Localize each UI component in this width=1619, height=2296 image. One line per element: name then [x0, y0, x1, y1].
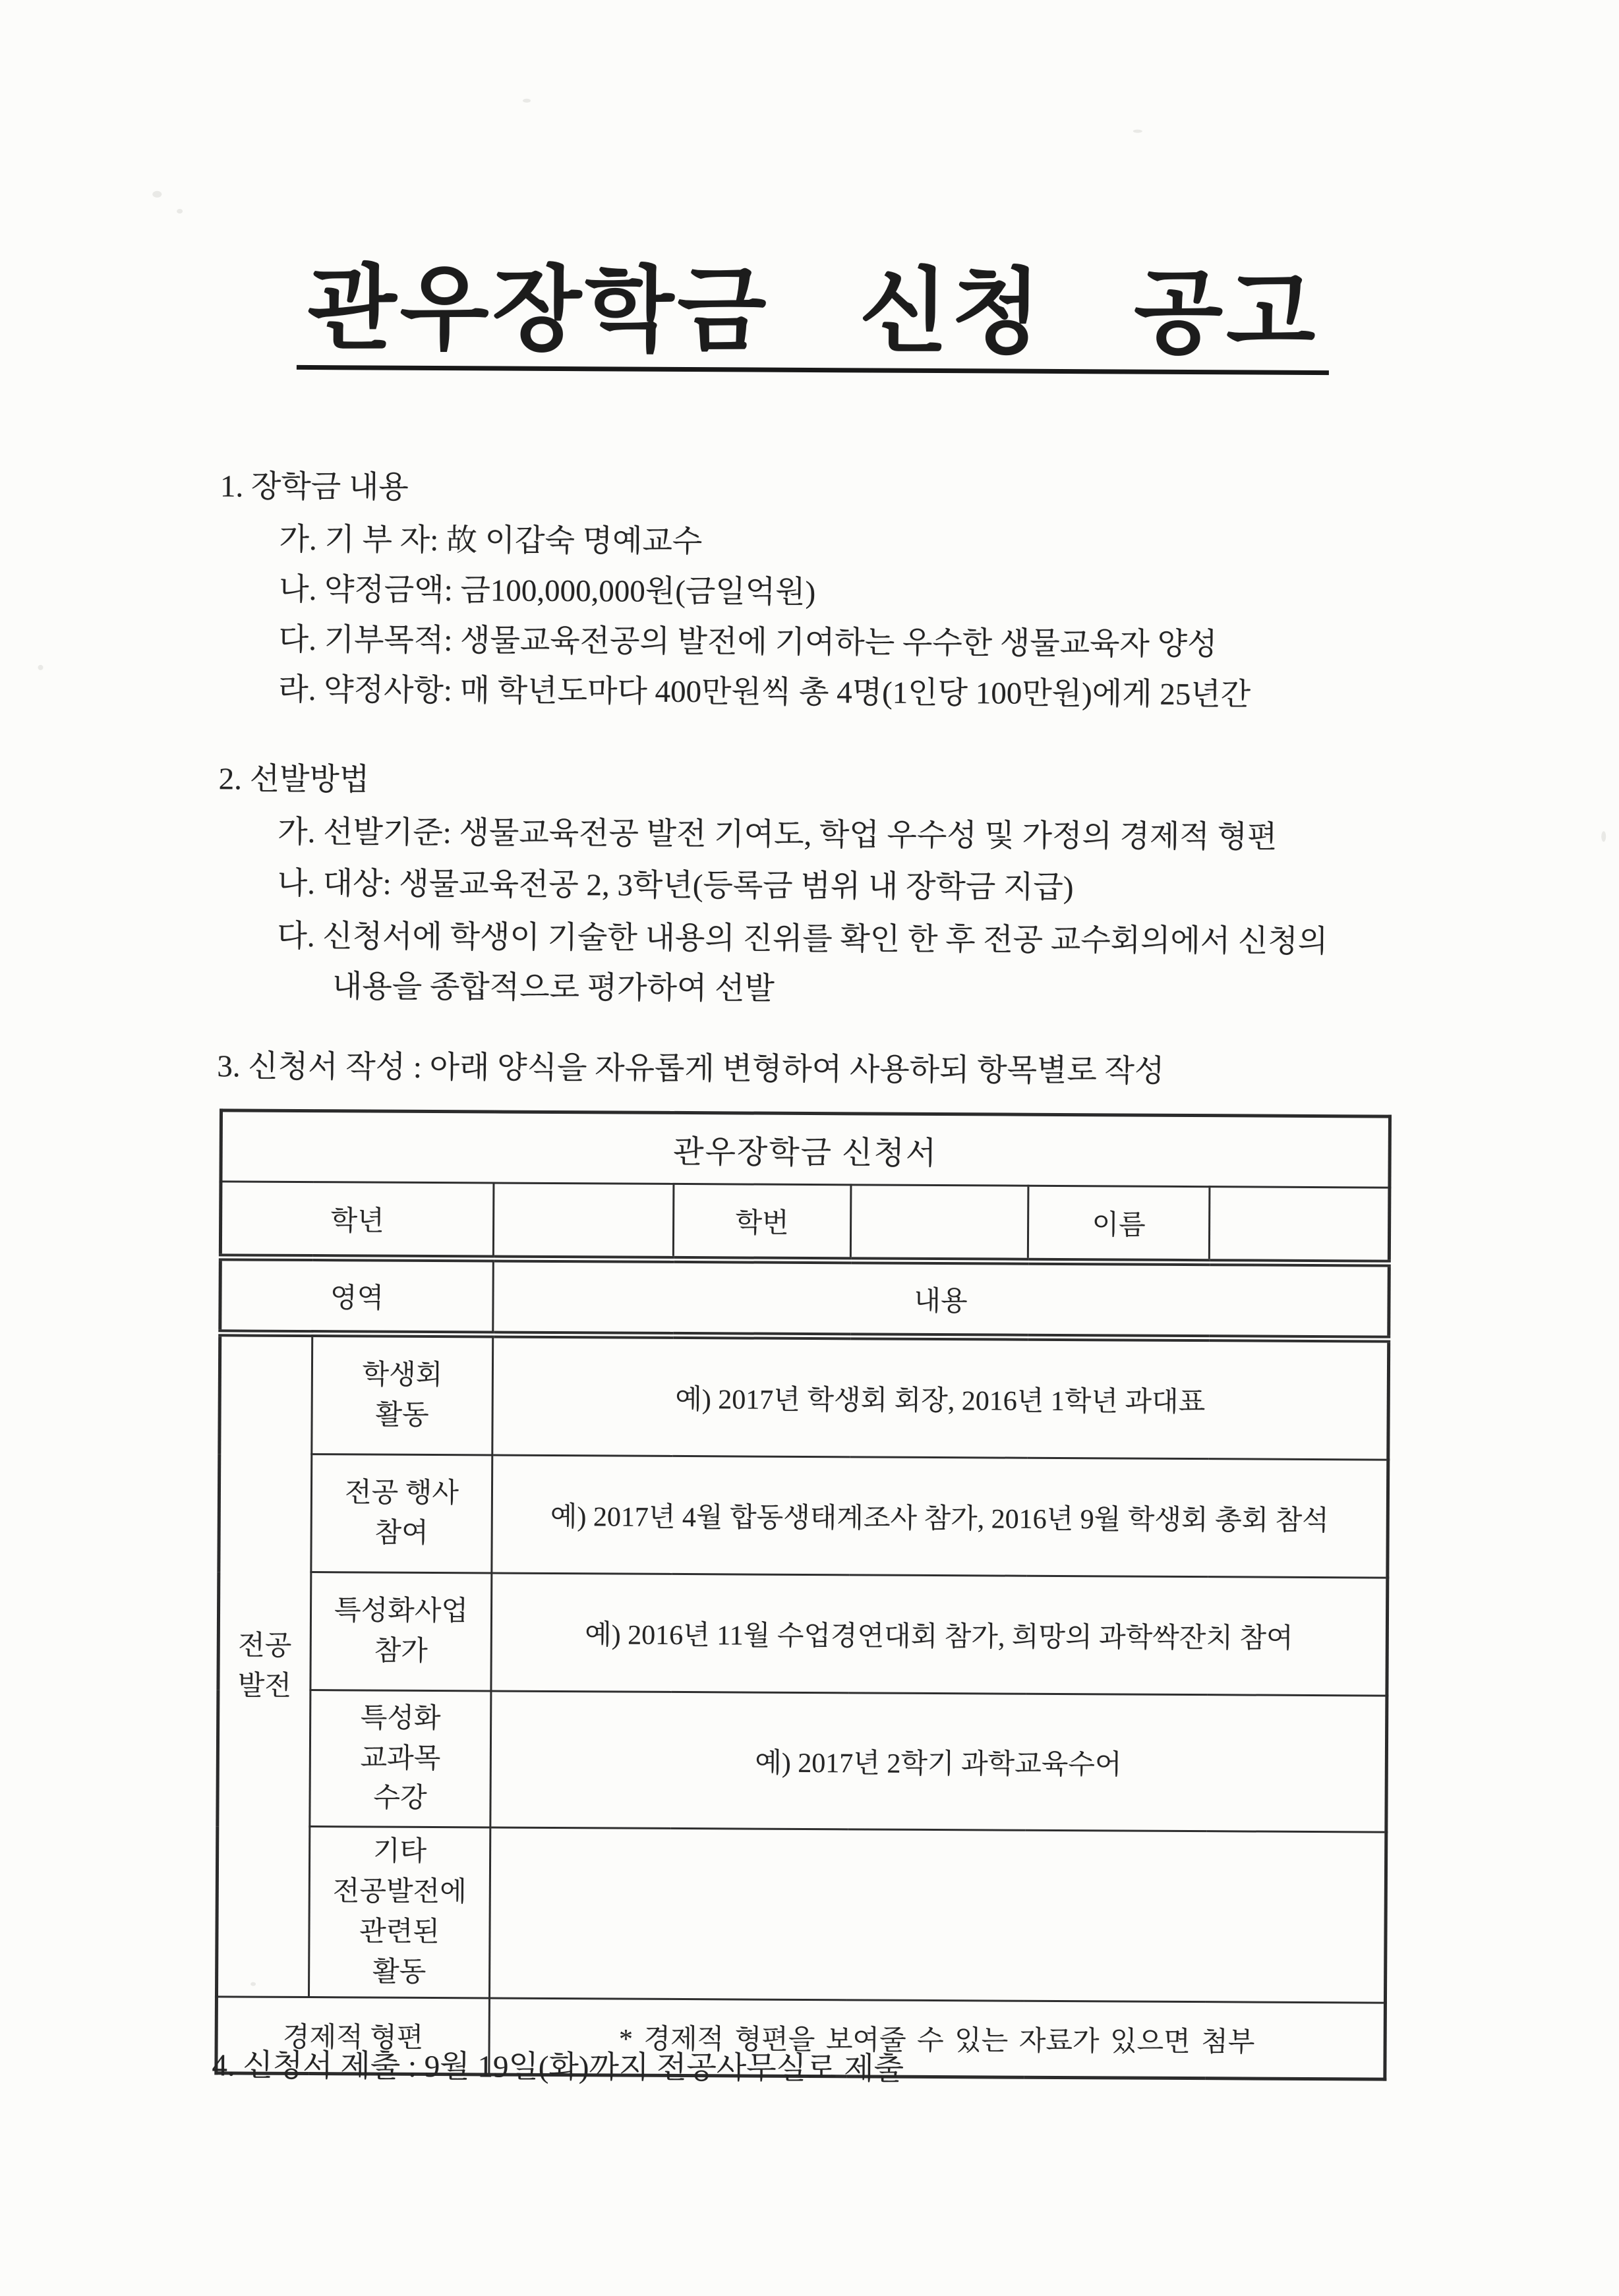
scan-speck	[1601, 831, 1606, 842]
example-cell-specialization-course: 예) 2017년 2학기 과학교육수어	[490, 1691, 1387, 1832]
application-form-table	[214, 1108, 1392, 2081]
section-2-item-review: 다. 신청서에 학생이 기술한 내용의 진위를 확인 한 후 전공 교수회의에서 신청의	[277, 919, 1328, 960]
example-cell-other-activities	[489, 1827, 1386, 2003]
example-cell-student-council: 예) 2017년 학생회 회장, 2016년 1학년 과대표	[492, 1335, 1389, 1460]
category-cell-student-council: 학생회 활동	[312, 1334, 493, 1455]
content-column-header: 내용	[493, 1259, 1390, 1339]
scan-speck	[250, 1982, 256, 1986]
scan-speck	[1133, 130, 1142, 133]
area-column-header: 영역	[220, 1257, 494, 1335]
grade-label-cell: 학년	[220, 1182, 494, 1259]
section-1-item-donor: 가. 기 부 자: 故 이갑숙 명예교수	[279, 522, 703, 560]
section-1-item-terms: 라. 약정사항: 매 학년도마다 400만원씩 총 4명(1인당 100만원)에게 25년간	[278, 672, 1251, 712]
group-label-cell: 전공 발전	[216, 1333, 312, 1997]
example-cell-major-events: 예) 2017년 4월 합동생태계조사 참가, 2016년 9월 학생회 총회 참석	[492, 1455, 1388, 1578]
scan-speck	[152, 191, 162, 198]
section-2-item-criteria: 가. 선발기준: 생물교육전공 발전 기여도, 학업 우수성 및 가정의 경제적 형편	[278, 815, 1278, 855]
section-2-item-review-cont: 내용을 종합적으로 평가하여 선발	[332, 969, 775, 1006]
section-1-heading: 1. 장학금 내용	[220, 469, 409, 505]
section-3-heading: 3. 신청서 작성 : 아래 양식을 자유롭게 변형하여 사용하되 항목별로 작성	[217, 1049, 1165, 1089]
section-2-heading: 2. 선발방법	[218, 762, 370, 797]
name-value-cell	[1209, 1187, 1390, 1263]
section-2-item-target: 나. 대상: 생물교육전공 2, 3학년(등록금 범위 내 장학금 지급)	[277, 866, 1074, 905]
section-4-heading: 4. 신청서 제출 : 9월 19일(화)까지 전공사무실로 제출	[212, 2048, 904, 2086]
category-cell-other-activities: 기타 전공발전에 관련된 활동	[309, 1827, 490, 1998]
scan-speck	[523, 99, 531, 103]
student-id-value-cell	[850, 1185, 1028, 1261]
section-1-item-purpose: 다. 기부목적: 생물교육전공의 발전에 기여하는 우수한 생물교육자 양성	[278, 622, 1218, 662]
form-title-cell: 관우장학금 신청서	[221, 1110, 1390, 1188]
category-cell-major-events: 전공 행사 참여	[311, 1454, 492, 1573]
section-1-item-amount: 나. 약정금액: 금100,000,000원(금일억원)	[279, 572, 816, 610]
student-id-label-cell: 학번	[673, 1184, 851, 1260]
economic-label-cell: 경제적 형편	[216, 1997, 490, 2075]
example-cell-specialization-program: 예) 2016년 11월 수업경연대회 참가, 희망의 과학싹잔치 참여	[491, 1573, 1388, 1696]
economic-note-cell: * 경제적 형편을 보여줄 수 있는 자료가 있으면 첨부	[489, 1998, 1386, 2079]
grade-value-cell	[493, 1183, 674, 1259]
scan-speck	[38, 665, 44, 670]
scan-speck	[177, 209, 183, 214]
document-title-text: 관우장학금 신청 공고	[297, 264, 1330, 375]
document-title	[3, 258, 1619, 377]
category-cell-specialization-program: 특성화사업 참가	[310, 1572, 492, 1691]
name-label-cell: 이름	[1028, 1186, 1210, 1262]
category-cell-specialization-course: 특성화 교과목 수강	[310, 1690, 491, 1827]
